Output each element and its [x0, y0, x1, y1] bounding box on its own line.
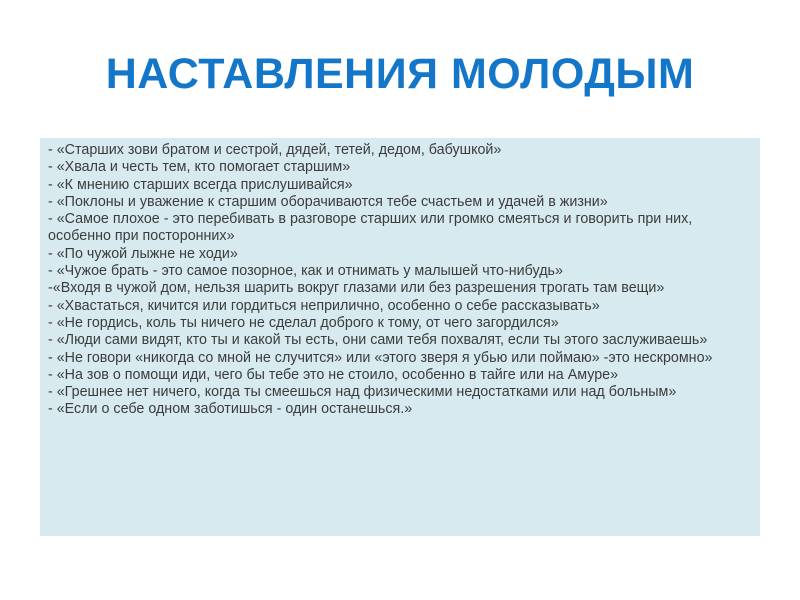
list-item: - «Самое плохое - это перебивать в разговоре старших или громко смеяться и говорить при них, особенно при посторонних»: [48, 211, 693, 245]
list-item: - «Чужое брать - это самое позорное, как и отнимать у малышей что-нибудь»: [48, 263, 563, 280]
list-item: - «К мнению старших всегда прислушивайся»: [48, 176, 353, 193]
list-item: - «Старших зови братом и сестрой, дядей, тетей, дедом, бабушкой»: [48, 142, 502, 158]
instructions-list: [48, 142, 752, 419]
list-item: - «Грешнее нет ничего, когда ты смеешься над физическими недостатками или над больным»: [48, 384, 677, 401]
list-item: - «Люди сами видят, кто ты и какой ты есть, они сами тебя похвалят, если ты этого заслуживаешь»: [48, 332, 708, 349]
list-item: - «Хвастаться, кичится или гордиться неприлично, особенно о себе рассказывать»: [48, 297, 600, 314]
list-item: - «Поклоны и уважение к старшим оборачиваются тебе счастьем и удачей в жизни»: [48, 193, 608, 210]
list-item: - «По чужой лыжне не ходи»: [48, 245, 238, 262]
list-item: - «На зов о помощи иди, чего бы тебе это не стоило, особенно в тайге или на Амуре»: [48, 366, 619, 383]
list-item: - «Хвала и честь тем, кто помогает старшим»: [48, 159, 351, 176]
list-item: - «Если о себе одном заботишься - один останешься.»: [48, 401, 413, 418]
list-item: - «Не говори «никогда со мной не случится» или «этого зверя я убью или поймаю» -это нескромно»: [48, 349, 713, 366]
content-box: [40, 138, 760, 536]
slide-title: НАСТАВЛЕНИЯ МОЛОДЫМ: [105, 50, 695, 98]
list-item: - «Не гордись, коль ты ничего не сделал доброго к тому, от чего загордился»: [48, 314, 559, 331]
list-item: -«Входя в чужой дом, нельзя шарить вокруг глазами или без разрешения трогать там вещи»: [48, 280, 665, 297]
